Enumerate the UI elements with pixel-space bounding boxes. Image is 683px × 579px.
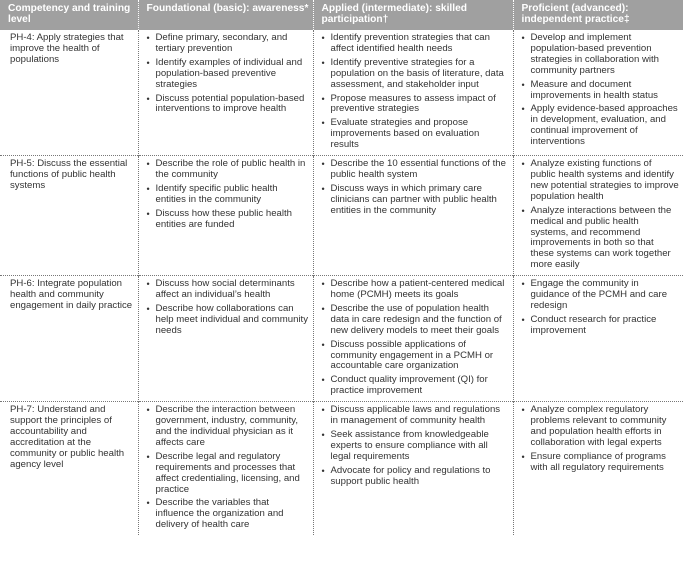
list-item-text: Identify prevention strategies that can affect identified health needs: [330, 32, 490, 54]
list-item: [147, 405, 309, 449]
list-item: [147, 159, 309, 181]
list-item-text: Analyze existing functions of public health systems and identify new potential strategies to improve population health: [530, 158, 679, 202]
bullet-icon: •: [146, 208, 150, 219]
header-competency: Competency and training level: [0, 0, 138, 30]
bullet-icon: •: [521, 451, 525, 462]
list-item: [147, 94, 309, 116]
list-item-text: Identify specific public health entities in the community: [155, 182, 278, 205]
bullet-icon: •: [321, 57, 325, 68]
applied-list: [322, 33, 509, 151]
list-item-text: Ensure compliance of programs with all regulatory requirements: [530, 450, 666, 473]
list-item-text: Describe how collaborations can help meet individual and community needs: [155, 302, 309, 336]
list-item-text: Describe the 10 essential functions of the public health system: [330, 158, 506, 180]
list-item-text: Conduct research for practice improvement: [530, 313, 657, 336]
bullet-icon: •: [321, 159, 325, 170]
list-item: [522, 33, 680, 77]
list-item: [322, 466, 509, 488]
list-item-text: Apply evidence-based approaches in development, evaluation, and continual improvement of interventions: [530, 103, 678, 148]
table-row: [0, 156, 683, 276]
proficient-cell: [513, 156, 683, 276]
applied-list: [322, 159, 509, 217]
list-item-text: Evaluate strategies and propose improvements based on evaluation results: [330, 117, 480, 151]
bullet-icon: •: [321, 465, 325, 476]
bullet-icon: •: [521, 279, 525, 290]
list-item-text: Measure and document improvements in health status: [530, 78, 658, 101]
list-item: [322, 375, 509, 397]
foundational-cell: [138, 402, 313, 535]
applied-cell: [313, 276, 513, 402]
list-item-text: Describe the role of public health in the community: [155, 158, 306, 180]
bullet-icon: •: [146, 57, 150, 68]
bullet-icon: •: [146, 405, 150, 416]
list-item-text: Describe how a patient-centered medical home (PCMH) meets its goals: [330, 278, 505, 301]
bullet-icon: •: [321, 303, 325, 314]
foundational-list: [147, 405, 309, 531]
proficient-cell: [513, 276, 683, 402]
bullet-icon: •: [146, 33, 150, 43]
applied-cell: [313, 30, 513, 156]
table-body: [0, 30, 683, 535]
competency-cell: PH-6: Integrate population health and community engagement in daily practice: [0, 276, 138, 402]
list-item: [147, 33, 309, 55]
table-row: [0, 30, 683, 156]
bullet-icon: •: [521, 104, 525, 115]
list-item-text: Describe legal and regulatory requirements and processes that affect credentialing, licensing, and practice: [155, 450, 300, 495]
header-foundational: Foundational (basic): awareness*: [138, 0, 313, 30]
list-item-text: Seek assistance from knowledgeable experts to ensure compliance with all legal requirements: [330, 429, 489, 462]
list-item-text: Advocate for policy and regulations to support public health: [330, 464, 491, 487]
list-item-text: Analyze interactions between the medical and public health systems, and recommend improvements in both so that these systems can work together more easily: [530, 204, 672, 271]
header-proficient: Proficient (advanced): independent practice‡: [513, 0, 683, 30]
foundational-list: [147, 279, 309, 337]
proficient-list: [522, 405, 680, 473]
list-item-text: Discuss potential population-based interventions to improve health: [155, 92, 305, 115]
list-item: [147, 209, 309, 231]
list-item-text: Discuss ways in which primary care clinicians can partner with public health entities in the community: [330, 182, 497, 216]
bullet-icon: •: [321, 375, 325, 386]
list-item: [322, 118, 509, 151]
table-row: [0, 276, 683, 402]
list-item: [147, 279, 309, 301]
list-item: [522, 279, 680, 312]
list-item: [522, 315, 680, 337]
proficient-list: [522, 33, 680, 148]
list-item-text: Define primary, secondary, and tertiary prevention: [155, 32, 288, 54]
list-item-text: Discuss how social determinants affect an individual’s health: [155, 278, 295, 301]
bullet-icon: •: [521, 79, 525, 90]
list-item-text: Analyze complex regulatory problems relevant to community and population health efforts in collaboration with legal experts: [530, 404, 667, 448]
competency-cell: PH-7: Understand and support the principles of accountability and accreditation at the community or public health agency level: [0, 402, 138, 535]
foundational-cell: [138, 276, 313, 402]
applied-cell: [313, 402, 513, 535]
list-item: [147, 184, 309, 206]
bullet-icon: •: [146, 159, 150, 170]
bullet-icon: •: [521, 314, 525, 325]
proficient-cell: [513, 402, 683, 535]
bullet-icon: •: [146, 279, 150, 290]
bullet-icon: •: [321, 339, 325, 350]
list-item: [147, 452, 309, 496]
list-item: [147, 304, 309, 337]
list-item-text: Develop and implement population-based prevention strategies in collaboration with community partners: [530, 32, 660, 76]
applied-list: [322, 279, 509, 397]
foundational-list: [147, 33, 309, 115]
header-applied: Applied (intermediate): skilled participation†: [313, 0, 513, 30]
header-row: [0, 0, 683, 30]
list-item-text: Discuss possible applications of community engagement in a PCMH or accountable care organization: [330, 338, 494, 372]
list-item: [522, 206, 680, 271]
list-item: [147, 498, 309, 531]
competency-cell: PH-4: Apply strategies that improve the health of populations: [10, 32, 124, 65]
list-item: [322, 184, 509, 217]
bullet-icon: •: [146, 303, 150, 314]
bullet-icon: •: [321, 430, 325, 440]
bullet-icon: •: [321, 93, 325, 104]
bullet-icon: •: [146, 93, 150, 104]
foundational-cell: [138, 156, 313, 276]
list-item: [522, 104, 680, 148]
list-item: [322, 405, 509, 427]
list-item-text: Identify preventive strategies for a population on the basis of literature, data assessment, and stakeholder input: [330, 56, 504, 90]
bullet-icon: •: [146, 498, 150, 509]
list-item-text: Discuss applicable laws and regulations in management of community health: [330, 404, 501, 427]
bullet-icon: •: [521, 205, 525, 216]
applied-cell: [313, 156, 513, 276]
competency-cell: PH-5: Discuss the essential functions of public health systems: [0, 156, 138, 276]
foundational-list: [147, 159, 309, 230]
bullet-icon: •: [521, 33, 525, 43]
bullet-icon: •: [321, 183, 325, 194]
list-item: [322, 430, 509, 463]
list-item-text: Describe the use of population health data in care redesign and the function of new delivery models to meet their goals: [330, 302, 502, 336]
bullet-icon: •: [521, 405, 525, 416]
bullet-icon: •: [321, 279, 325, 290]
bullet-icon: •: [321, 405, 325, 416]
bullet-icon: •: [146, 183, 150, 194]
list-item: [322, 33, 509, 55]
applied-list: [322, 405, 509, 487]
foundational-cell: [138, 30, 313, 156]
list-item: [322, 159, 509, 181]
list-item: [522, 80, 680, 102]
bullet-icon: •: [321, 118, 325, 129]
list-item: [322, 279, 509, 301]
list-item-text: Describe the variables that influence the organization and delivery of health care: [155, 497, 284, 531]
bullet-icon: •: [146, 451, 150, 462]
bullet-icon: •: [521, 159, 525, 170]
proficient-list: [522, 279, 680, 337]
list-item: [147, 58, 309, 91]
proficient-cell: [513, 30, 683, 156]
list-item-text: Describe the interaction between government, industry, community, and the individual physician as it affects care: [155, 404, 299, 448]
list-item-text: Engage the community in guidance of the PCMH and care redesign: [530, 278, 668, 311]
list-item: [522, 159, 680, 203]
table-row: [0, 402, 683, 535]
list-item-text: Identify examples of individual and population-based preventive strategies: [155, 56, 303, 90]
proficient-list: [522, 159, 680, 271]
list-item-text: Propose measures to assess impact of preventive strategies: [330, 92, 496, 115]
list-item: [322, 94, 509, 116]
list-item: [322, 304, 509, 337]
list-item: [322, 340, 509, 373]
list-item: [522, 405, 680, 449]
list-item-text: Conduct quality improvement (QI) for practice improvement: [330, 374, 488, 397]
list-item: [322, 58, 509, 91]
list-item-text: Discuss how these public health entities are funded: [155, 207, 293, 230]
list-item: [522, 452, 680, 474]
bullet-icon: •: [321, 33, 325, 43]
